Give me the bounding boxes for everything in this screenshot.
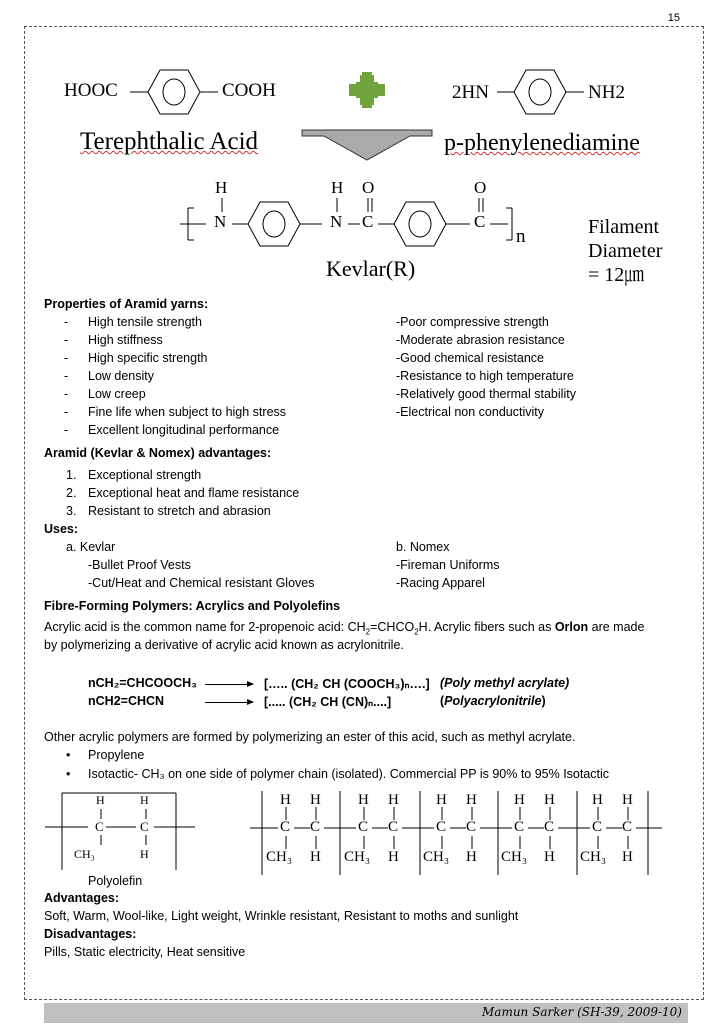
kevlar-name: Kevlar(R) [326, 256, 416, 281]
atom-h: H [280, 792, 291, 808]
amine-name: p-phenylenediamine [444, 130, 640, 156]
atom-c: C [544, 819, 555, 835]
uses-heading: Uses: [44, 522, 79, 536]
acid-left-group: HOOC [64, 80, 118, 101]
list-item: -Poor compressive strength [396, 315, 549, 329]
equation-1-reactant: nCH₂=CHCOOCH₃ [88, 676, 197, 690]
kevlar-c1: C [362, 212, 374, 231]
atom-c: C [388, 819, 399, 835]
atom-c: C [466, 819, 477, 835]
footer-bar [44, 1003, 688, 1023]
atom-h: H [544, 792, 555, 808]
footer-author: Mamun Sarker (SH-39, 2009-10) [482, 1005, 682, 1019]
pp-advantages-heading: Advantages: [44, 891, 120, 905]
other-acrylic-text: Other acrylic polymers are formed by polymerizing an ester of this acid, such as methyl acrylate. [44, 730, 576, 744]
atom-c: C [622, 819, 633, 835]
fibre-paragraph-line1: Acrylic acid is the common name for 2-propenoic acid: $CH_2=CHCO_2H$. Acrylic fibers such as Orlon are made [44, 620, 645, 637]
atom-c: C [95, 819, 104, 834]
reaction-arrow-icon [302, 130, 432, 160]
polyolefin-label: Polyolefin [88, 874, 143, 888]
list-item: -Moderate abrasion resistance [396, 333, 565, 347]
list-item: -Cut/Heat and Chemical resistant Gloves [88, 576, 315, 590]
list-item: Low creep [88, 387, 146, 401]
kevlar-n1: N [214, 212, 227, 231]
list-item: -Electrical non conductivity [396, 405, 544, 419]
atom-h: H [140, 793, 149, 807]
pp-disadvantages-heading: Disadvantages: [44, 927, 137, 941]
list-item: Fine life when subject to high stress [88, 405, 287, 419]
fibre-heading: Fibre-Forming Polymers: Acrylics and Polyolefins [44, 599, 341, 613]
kevlar-o1: O [362, 178, 375, 197]
equation-2-arrow-icon [205, 702, 253, 703]
atom-h: H [466, 849, 477, 865]
equation-1-name: (Poly methyl acrylate) [440, 676, 570, 690]
kevlar-n2: N [330, 212, 343, 231]
atom-h: H [436, 792, 447, 808]
advantages-heading: Aramid (Kevlar & Nomex) advantages: [44, 446, 272, 460]
list-item: High tensile strength [88, 315, 202, 329]
list-item: Propylene [88, 748, 145, 762]
equation-2-name: (Polyacrylonitrile) [440, 694, 546, 708]
equation-1-arrow-icon [205, 684, 253, 685]
list-item: Isotactic- CH₃ on one side of polymer chain (isolated). Commercial PP is 90% to 95% Isotactic [88, 767, 610, 781]
atom-h: H [310, 849, 321, 865]
atom-h: H [544, 849, 555, 865]
atom-h: H [140, 847, 149, 861]
pp-disadvantages-text: Pills, Static electricity, Heat sensitive [44, 945, 246, 959]
kevlar-h2: H [331, 178, 344, 197]
amine-right-group: NH2 [588, 82, 625, 103]
atom-ch3: CH₃ [74, 847, 95, 861]
atom-c: C [280, 819, 291, 835]
bullet-icon: • [66, 748, 71, 762]
bullet-icon: • [66, 767, 71, 781]
list-item: High specific strength [88, 351, 208, 365]
plus-icon [349, 72, 385, 108]
atom-c: C [310, 819, 321, 835]
properties-heading: Properties of Aramid yarns: [44, 297, 209, 311]
equation-2-reactant: nCH2=CHCN [88, 694, 165, 708]
atom-h: H [466, 792, 477, 808]
list-item: -Relatively good thermal stability [396, 387, 576, 401]
atom-c: C [592, 819, 603, 835]
uses-nomex: b. Nomex [396, 540, 450, 554]
monomer-box [45, 793, 195, 870]
equation-2-product: [..... (CH₂ CH (CN)ₙ....] [264, 695, 392, 709]
list-item: Excellent longitudinal performance [88, 423, 280, 437]
list-item: -Fireman Uniforms [396, 558, 500, 572]
list-item: Resistant to stretch and abrasion [88, 504, 271, 518]
pp-advantages-text: Soft, Warm, Wool-like, Light weight, Wrinkle resistant, Resistant to moths and sunlight [44, 909, 519, 923]
atom-ch3: CH₃ [266, 849, 293, 865]
atom-ch3: CH₃ [423, 849, 450, 865]
equation-1-product: [….. (CH₂ CH (COOCH₃)ₙ….] [264, 677, 430, 691]
list-item: -Good chemical resistance [396, 351, 544, 365]
uses-kevlar: a. Kevlar [66, 540, 116, 554]
atom-h: H [388, 849, 399, 865]
list-item: Exceptional strength [88, 468, 202, 482]
atom-c: C [358, 819, 369, 835]
filament-label: Filament Diameter = 12㎛ [588, 216, 663, 286]
atom-h: H [388, 792, 399, 808]
atom-ch3: CH₃ [344, 849, 371, 865]
kevlar-h1: H [215, 178, 228, 197]
page-number: 15 [667, 12, 680, 24]
atom-h: H [622, 849, 633, 865]
list-item: Exceptional heat and flame resistance [88, 486, 300, 500]
fibre-paragraph-line2: by polymerizing a derivative of acrylic acid known as acrylonitrile. [44, 638, 404, 652]
list-item: Low density [88, 369, 155, 383]
amine-left-group: 2HN [452, 82, 489, 103]
kevlar-n-subscript: n [516, 226, 526, 247]
atom-ch3: CH₃ [501, 849, 528, 865]
acid-right-group: COOH [222, 80, 276, 101]
atom-h: H [622, 792, 633, 808]
atom-h: H [310, 792, 321, 808]
benzene-ring-amine [497, 70, 584, 114]
kevlar-c2: C [474, 212, 486, 231]
list-item: High stiffness [88, 333, 163, 347]
atom-h: H [592, 792, 603, 808]
atom-c: C [436, 819, 447, 835]
kevlar-o2: O [474, 178, 487, 197]
atom-c: C [514, 819, 525, 835]
list-item: -Racing Apparel [396, 576, 485, 590]
atom-ch3: CH₃ [580, 849, 607, 865]
benzene-ring-acid [130, 70, 218, 114]
atom-h: H [514, 792, 525, 808]
list-item: -Resistance to high temperature [396, 369, 574, 383]
atom-c: C [140, 819, 149, 834]
kevlar-structure [180, 198, 512, 246]
atom-h: H [358, 792, 369, 808]
atom-h: H [96, 793, 105, 807]
acid-name: Terephthalic Acid [80, 128, 259, 155]
list-item: -Bullet Proof Vests [88, 558, 191, 572]
